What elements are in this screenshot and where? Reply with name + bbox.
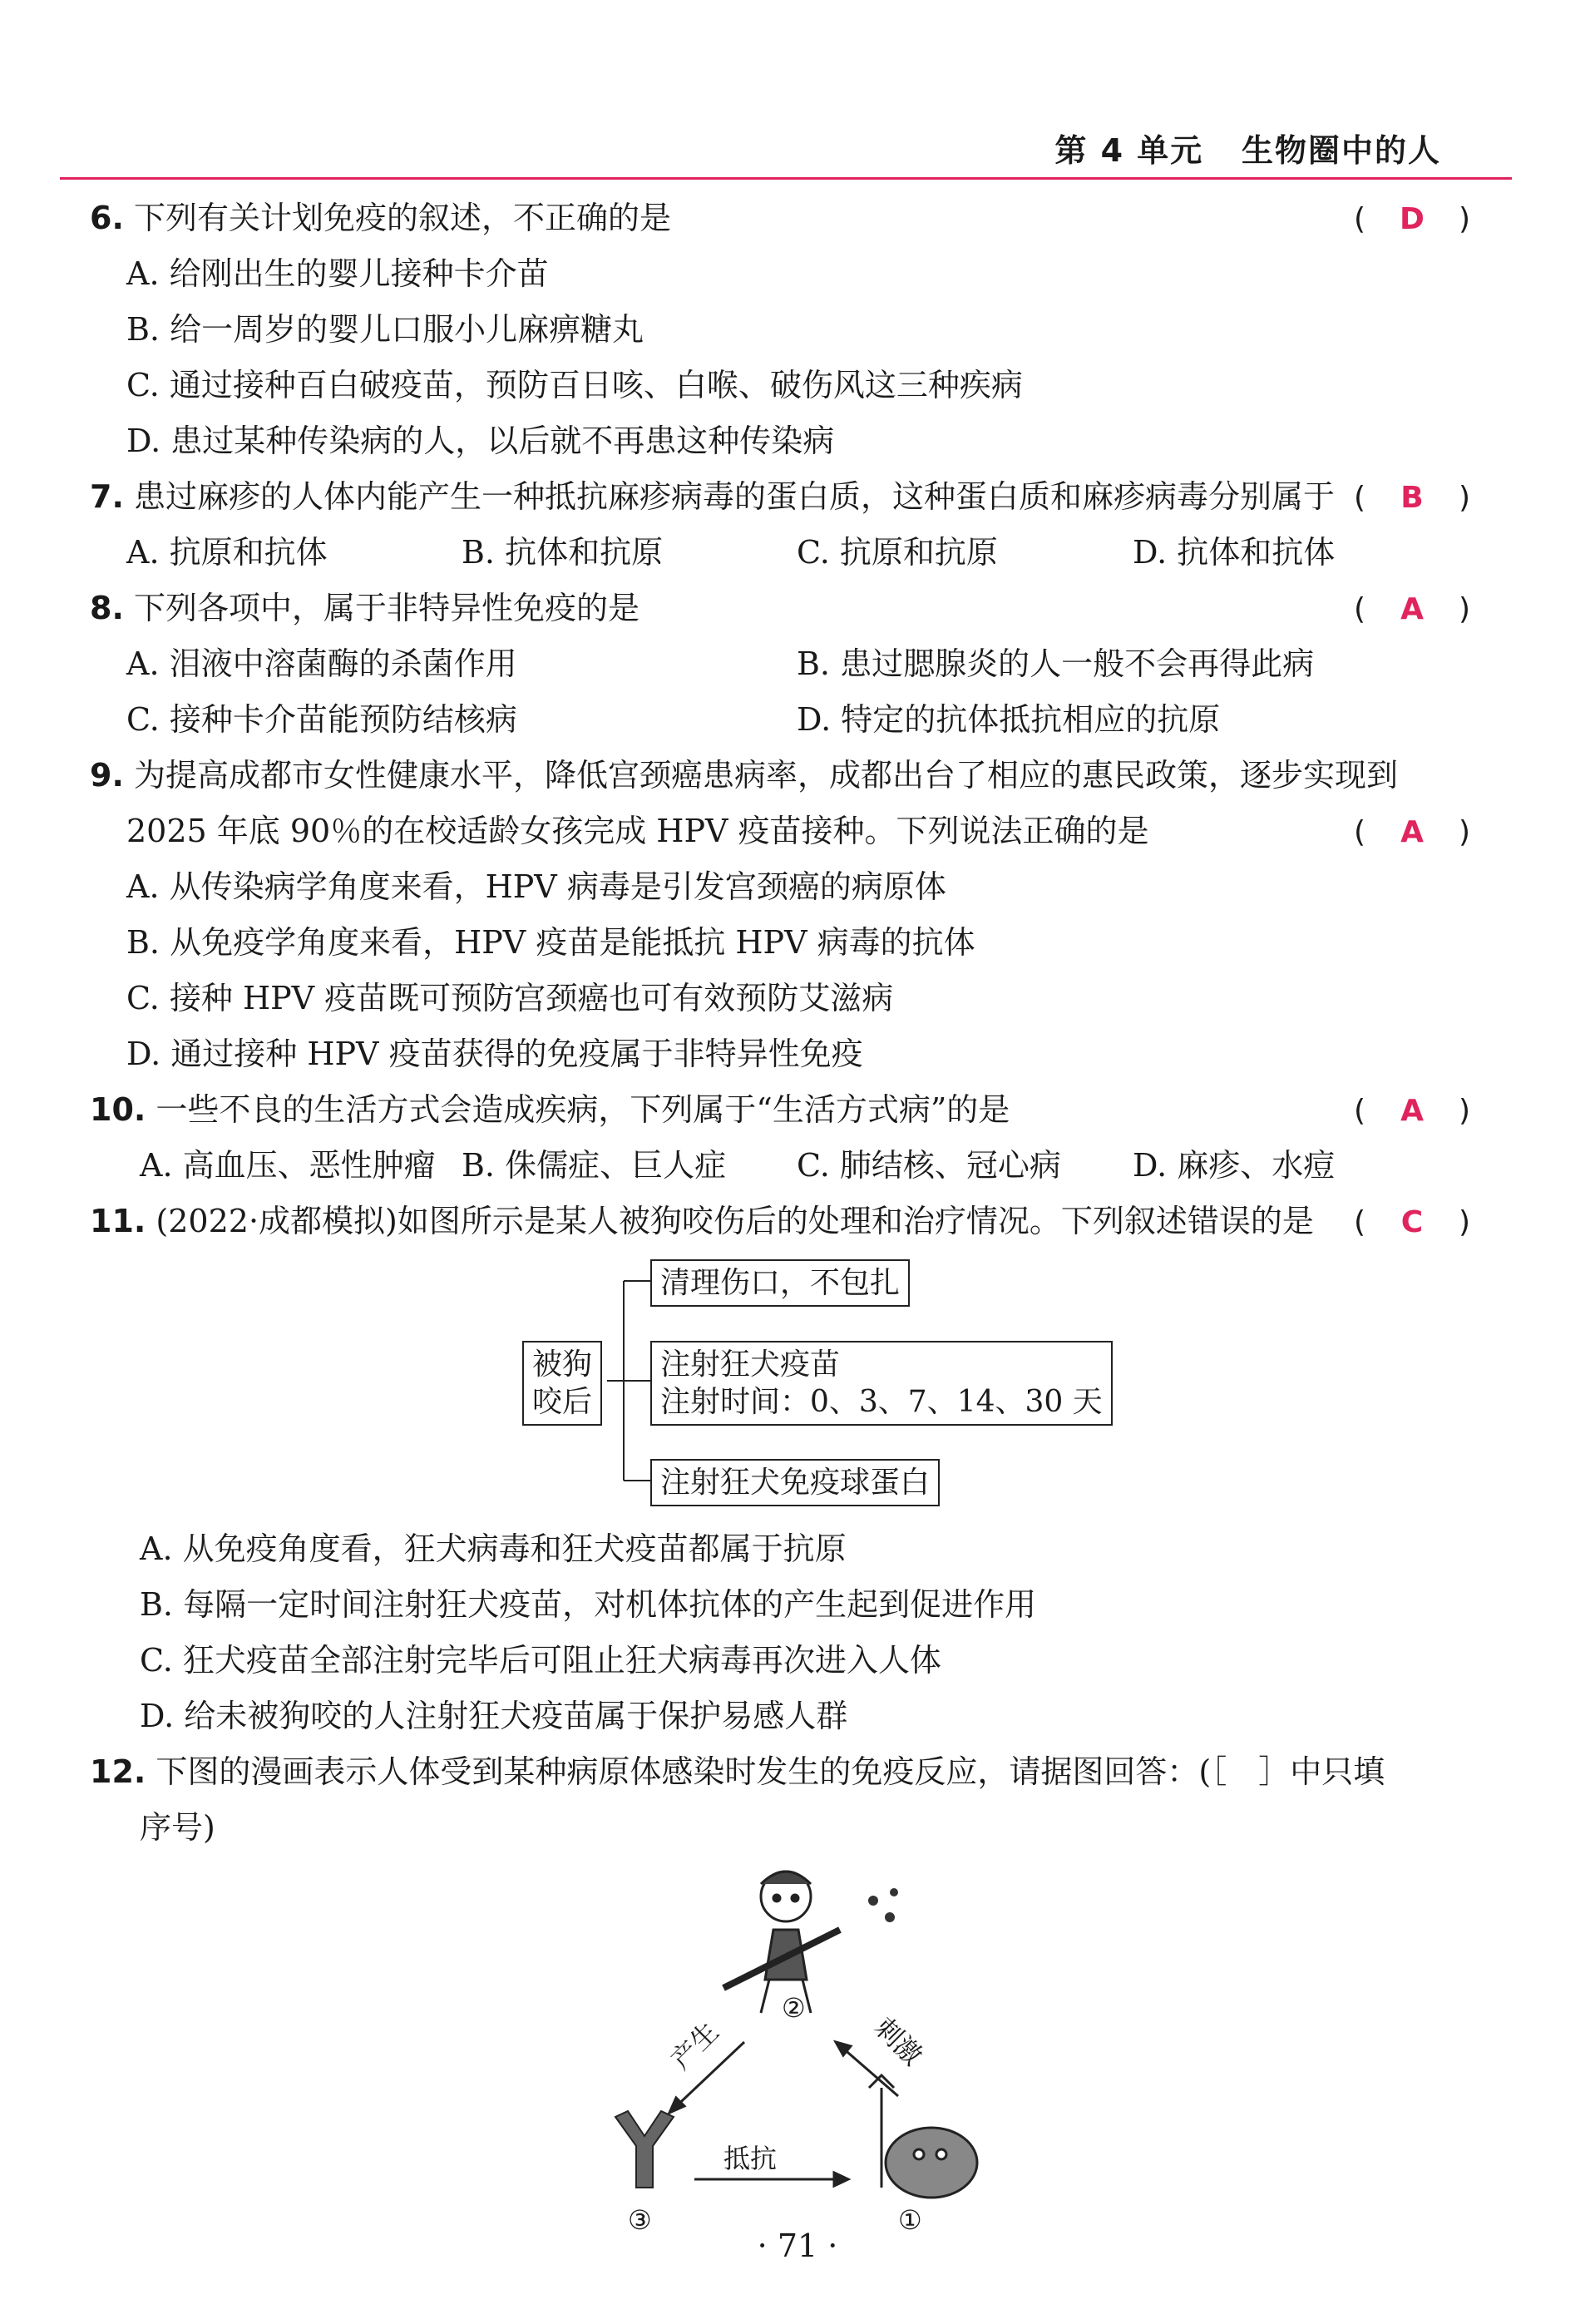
answer-letter: D bbox=[1400, 202, 1425, 236]
branch-line: 注射狂犬疫苗 bbox=[660, 1347, 841, 1382]
unit-number: 第 4 单元 bbox=[1054, 132, 1204, 169]
header-divider bbox=[60, 177, 1512, 180]
option: B. 抗体和抗原 bbox=[462, 534, 664, 571]
label-number-2: ② bbox=[782, 1992, 806, 2024]
antibody-y-icon bbox=[615, 2111, 674, 2188]
question-number: 10. bbox=[90, 1091, 146, 1128]
option: C. 抗原和抗原 bbox=[797, 534, 998, 571]
option: D. 通过接种 HPV 疫苗获得的免疫属于非特异性免疫 bbox=[126, 1036, 863, 1072]
question-stem: 下列有关计划免疫的叙述，不正确的是 bbox=[133, 200, 671, 236]
diagram-branch-clean-wound: 清理伤口，不包扎 bbox=[650, 1259, 910, 1307]
question-8 bbox=[90, 592, 639, 624]
question-stem: 一些不良的生活方式会造成疾病，下列属于“生活方式病”的是 bbox=[156, 1091, 1010, 1128]
option: D. 给未被狗咬的人注射狂犬疫苗属于保护易感人群 bbox=[140, 1698, 848, 1734]
answer-bracket: ( A ) bbox=[1354, 592, 1470, 626]
question-stem-continued: 序号) bbox=[140, 1809, 215, 1846]
diagram-branch-immunoglobulin: 注射狂犬免疫球蛋白 bbox=[650, 1459, 940, 1506]
option: A. 从免疫角度看，狂犬病毒和狂犬疫苗都属于抗原 bbox=[140, 1530, 847, 1567]
immune-response-cartoon bbox=[599, 1847, 990, 2246]
option: C. 接种卡介苗能预防结核病 bbox=[126, 701, 517, 738]
bullet-icons bbox=[868, 1888, 898, 1922]
answer-bracket: ( A ) bbox=[1354, 815, 1470, 849]
question-stem: 下列各项中，属于非特异性免疫的是 bbox=[133, 590, 639, 626]
pathogen-monster-icon bbox=[869, 2075, 977, 2198]
option: B. 患过腮腺炎的人一般不会再得此病 bbox=[797, 645, 1315, 682]
root-line: 被狗 bbox=[532, 1347, 593, 1382]
answer-bracket: ( B ) bbox=[1354, 481, 1470, 515]
root-line: 咬后 bbox=[532, 1385, 593, 1419]
answer-letter: B bbox=[1400, 481, 1424, 515]
answer-letter: C bbox=[1400, 1205, 1424, 1239]
question-11 bbox=[90, 1205, 1314, 1237]
question-stem-continued: 2025 年底 90％的在校适龄女孩完成 HPV 疫苗接种。下列说法正确的是 bbox=[126, 813, 1149, 849]
option: C. 狂犬疫苗全部注射完毕后可阻止狂犬病毒再次进入人体 bbox=[140, 1642, 941, 1679]
label-number-3: ③ bbox=[628, 2204, 652, 2236]
question-stem: 下图的漫画表示人体受到某种病原体感染时发生的免疫反应，请据图回答：(［ ］中只填 bbox=[156, 1753, 1385, 1790]
unit-header bbox=[1054, 125, 1441, 171]
option: A. 从传染病学角度来看，HPV 病毒是引发宫颈癌的病原体 bbox=[126, 868, 946, 905]
option: B. 侏儒症、巨人症 bbox=[462, 1147, 727, 1184]
label-resist: 抵抗 bbox=[723, 2143, 778, 2174]
answer-bracket: ( C ) bbox=[1354, 1205, 1470, 1239]
option: C. 接种 HPV 疫苗既可预防宫颈癌也可有效预防艾滋病 bbox=[126, 980, 894, 1016]
option: D. 麻疹、水痘 bbox=[1133, 1147, 1336, 1184]
option: C. 肺结核、冠心病 bbox=[797, 1147, 1061, 1184]
answer-bracket: ( D ) bbox=[1354, 202, 1470, 236]
option: A. 给刚出生的婴儿接种卡介苗 bbox=[126, 255, 549, 292]
question-9 bbox=[90, 757, 1398, 794]
branch-line: 注射时间：0、3、7、14、30 天 bbox=[660, 1385, 1103, 1419]
option: A. 高血压、恶性肿瘤 bbox=[140, 1147, 436, 1184]
label-number-1: ① bbox=[898, 2204, 922, 2236]
question-6 bbox=[90, 202, 671, 234]
question-number: 12. bbox=[90, 1753, 146, 1790]
question-number: 6. bbox=[90, 200, 124, 236]
option: A. 抗原和抗体 bbox=[126, 534, 328, 571]
option: D. 抗体和抗体 bbox=[1133, 534, 1336, 571]
question-7 bbox=[90, 478, 1335, 515]
option: B. 给一周岁的婴儿口服小儿麻痹糖丸 bbox=[126, 311, 644, 348]
option: B. 每隔一定时间注射狂犬疫苗，对机体抗体的产生起到促进作用 bbox=[140, 1586, 1037, 1623]
answer-letter: A bbox=[1400, 815, 1424, 849]
option: C. 通过接种百白破疫苗，预防百日咳、白喉、破伤风这三种疾病 bbox=[126, 367, 1023, 403]
label-produce: 产生 bbox=[664, 2015, 725, 2076]
unit-title: 生物圈中的人 bbox=[1241, 132, 1441, 169]
question-10 bbox=[90, 1091, 1010, 1128]
arrows bbox=[669, 2042, 898, 2186]
page-number: · 71 · bbox=[757, 2228, 838, 2264]
question-stem: 为提高成都市女性健康水平，降低宫颈癌患病率，成都出台了相应的惠民政策，逐步实现到 bbox=[133, 757, 1398, 794]
option: D. 特定的抗体抵抗相应的抗原 bbox=[797, 701, 1221, 738]
question-12 bbox=[90, 1753, 1385, 1790]
answer-letter: A bbox=[1400, 592, 1424, 626]
diagram-root-box bbox=[522, 1341, 602, 1426]
question-stem: 患过麻疹的人体内能产生一种抵抗麻疹病毒的蛋白质，这种蛋白质和麻疹病毒分别属于 bbox=[133, 478, 1335, 515]
option: D. 患过某种传染病的人，以后就不再患这种传染病 bbox=[126, 423, 835, 459]
question-stem: (2022·成都模拟)如图所示是某人被狗咬伤后的处理和治疗情况。下列叙述错误的是 bbox=[156, 1203, 1314, 1239]
option: B. 从免疫学角度来看，HPV 疫苗是能抵抗 HPV 病毒的抗体 bbox=[126, 924, 975, 961]
option: A. 泪液中溶菌酶的杀菌作用 bbox=[126, 645, 517, 682]
dog-bite-treatment-diagram bbox=[516, 1256, 1114, 1514]
question-number: 7. bbox=[90, 478, 124, 515]
answer-bracket: ( A ) bbox=[1354, 1094, 1470, 1128]
label-stimulate: 刺激 bbox=[868, 2011, 929, 2072]
diagram-branch-vaccine bbox=[650, 1341, 1113, 1426]
question-number: 9. bbox=[90, 757, 124, 794]
answer-letter: A bbox=[1400, 1094, 1424, 1128]
question-number: 8. bbox=[90, 590, 124, 626]
question-number: 11. bbox=[90, 1203, 146, 1239]
